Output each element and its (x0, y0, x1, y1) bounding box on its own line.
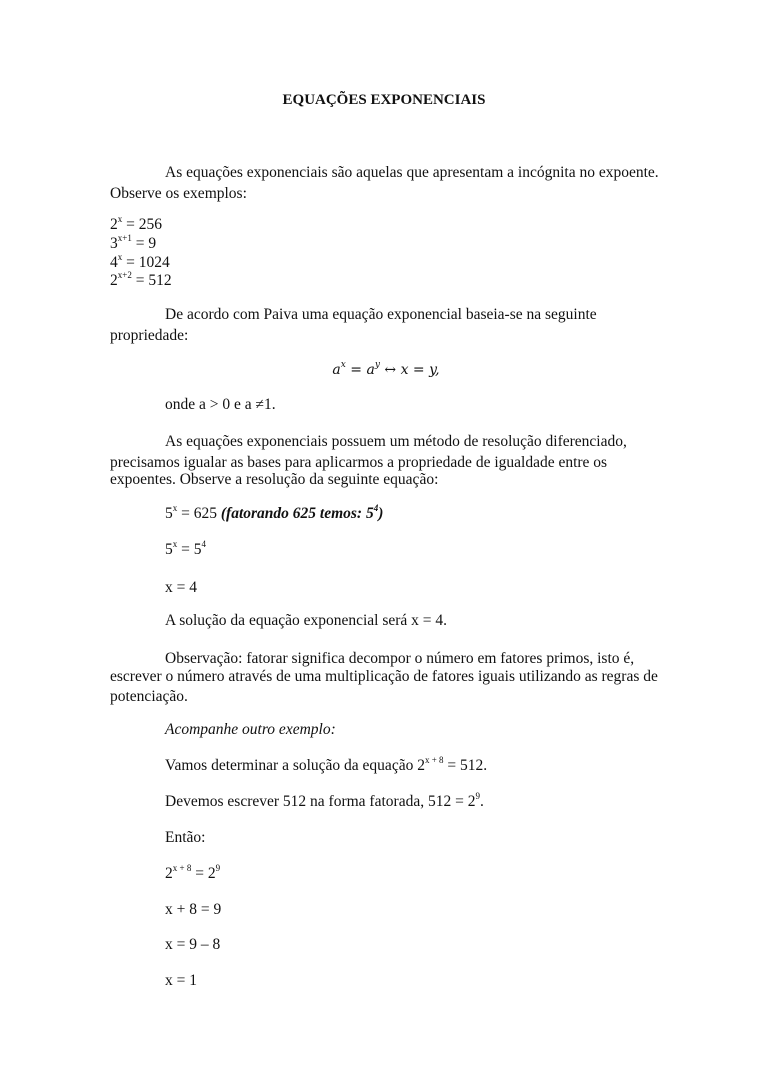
step-equation: x = 1 (165, 972, 197, 989)
condition-text: onde a > 0 e a ≠1. (165, 396, 276, 413)
factored-line: Devemos escrever 512 na forma fatorada, $512 = 2^9$. (165, 791, 484, 810)
step-equation (165, 505, 383, 523)
step-base: 2 (165, 865, 173, 882)
example-base: 3 (110, 235, 118, 252)
step-equation (165, 541, 206, 559)
paiva-paragraph-line: propriedade: (110, 327, 189, 344)
factored-exponent: 9 (475, 791, 480, 801)
observation-line: potenciação. (110, 688, 188, 705)
step-exponent: x + 8 (172, 863, 192, 873)
example-exponent: x+1 (117, 233, 132, 243)
formula-arrow: ↔ (379, 362, 401, 378)
property-formula (0, 361, 768, 379)
example-exponent: x (117, 252, 123, 262)
step-equation: x = 4 (165, 579, 197, 596)
determine-exponent: x + 8 (424, 755, 444, 765)
step-equation: x + 8 = 9 (165, 901, 222, 918)
example-equation (110, 235, 156, 253)
solution-text: A solução da equação exponencial será x = 4. (165, 612, 448, 629)
page-title: EQUAÇÕES EXPONENCIAIS (282, 92, 486, 108)
formula-exponent: x (340, 360, 346, 370)
step-exponent: 9 (215, 863, 221, 873)
resolution-paragraph-line: precisamos igualar as bases para aplicarmos a propriedade de igualdade entre os (110, 454, 608, 471)
example-rhs: = 1024 (122, 254, 170, 271)
observation-line: escrever o número através de uma multiplicação de fatores iguais utilizando as regras de (110, 668, 658, 685)
step-base: 5 (165, 505, 173, 522)
step-exponent: x (172, 539, 178, 549)
step-note: (fatorando 625 temos: $5^4$) (220, 503, 384, 522)
paiva-paragraph-line: De acordo com Paiva uma equação exponencial baseia-se na seguinte (165, 306, 597, 323)
step-mid: = 2 (191, 865, 216, 882)
intro-paragraph-line: Observe os exemplos: (110, 185, 247, 202)
then-label: Então: (165, 829, 206, 846)
step-rhs: = 625 (177, 505, 221, 522)
step-base: 5 (165, 541, 173, 558)
step-exponent: 4 (201, 539, 206, 549)
observation-line: Observação: fatorar significa decompor o número em fatores primos, isto é, (165, 650, 635, 667)
resolution-paragraph-line: expoentes. Observe a resolução da seguinte equação: (110, 471, 439, 488)
example-exponent: x+2 (117, 270, 132, 280)
formula-base: a (332, 362, 341, 378)
step-mid: = 5 (177, 541, 202, 558)
example-base: 4 (110, 254, 118, 271)
example-base: 2 (110, 216, 118, 233)
another-example-heading: Acompanhe outro exemplo: (165, 721, 336, 738)
step-equation (165, 865, 220, 883)
example-equation (110, 216, 162, 234)
example-rhs: = 256 (122, 216, 162, 233)
step-exponent: x (172, 503, 178, 513)
formula-base: a (366, 362, 375, 378)
example-rhs: = 512 (131, 272, 172, 289)
example-rhs: = 9 (131, 235, 157, 252)
formula-equals: = (345, 362, 367, 378)
step-equation: x = 9 – 8 (165, 936, 221, 953)
formula-rest: x = y, (400, 362, 440, 378)
example-equation (110, 272, 172, 290)
formula-exponent: y (374, 360, 380, 370)
determine-line: Vamos determinar a solução da equação $2^{x + 8} = 512$. (165, 755, 488, 774)
resolution-paragraph-line: As equações exponenciais possuem um método de resolução diferenciado, (165, 433, 627, 450)
example-base: 2 (110, 272, 118, 289)
intro-paragraph-line: As equações exponenciais são aquelas que apresentam a incógnita no expoente. (165, 164, 659, 181)
example-exponent: x (117, 214, 123, 224)
